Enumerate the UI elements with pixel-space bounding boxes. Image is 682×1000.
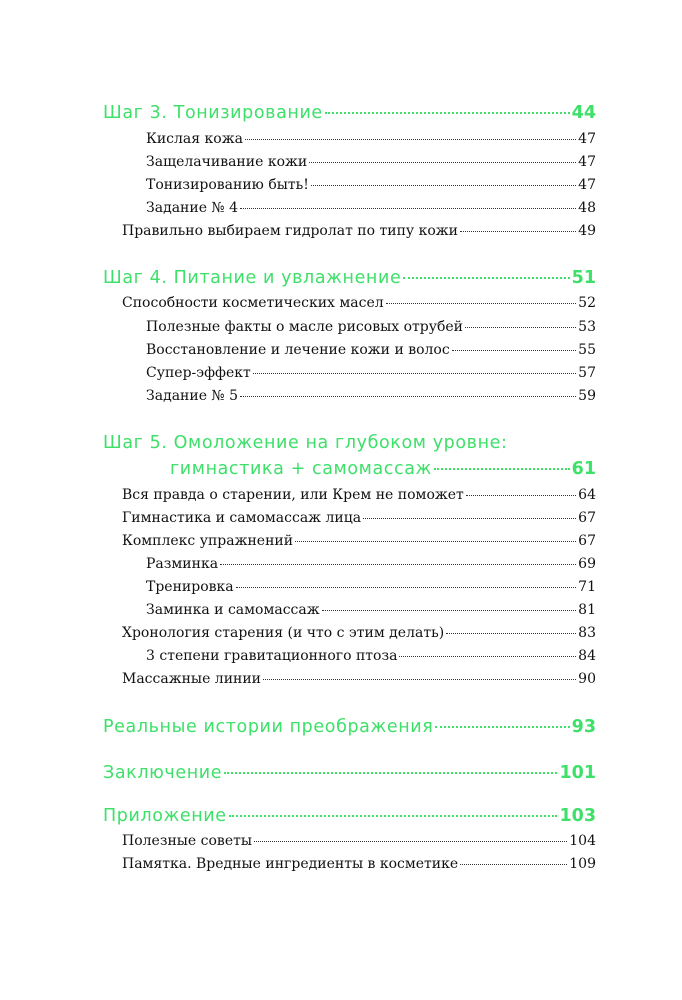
chapter-title: Шаг 5. Омоложение на глубоком уровне: [103,433,508,453]
chapter-title: Заключение [103,763,223,783]
leader-dots [446,633,576,634]
item-title: Массажные линии [122,671,262,687]
page-number: 49 [578,223,596,239]
page-number: 67 [578,533,596,549]
chapter-title: Реальные истории преображения [103,717,434,737]
toc-item[interactable] [122,671,596,687]
item-title: Восстановление и лечение кожи и волос [146,342,450,358]
chapter-title: Шаг 4. Питание и увлажнение [103,268,402,288]
item-title: Гимнастика и самомассаж лица [122,510,362,526]
toc-chapter-appendix[interactable] [103,806,596,826]
page-number: 84 [578,648,596,664]
page-number: 61 [571,459,596,479]
item-title: Тонизированию быть! [146,177,309,193]
page-number: 59 [578,388,596,404]
leader-dots [253,373,576,374]
page-number: 93 [571,717,596,737]
page-number: 64 [578,487,596,503]
leader-dots [435,726,569,728]
leader-dots [263,679,576,680]
toc-chapter-step4[interactable] [103,268,596,288]
toc-item[interactable] [122,223,596,239]
page-number: 47 [578,154,596,170]
page-number: 104 [569,833,596,849]
leader-dots [224,772,557,774]
leader-dots [325,112,570,114]
toc-item[interactable] [146,131,596,147]
toc-chapter-step5-line2[interactable] [170,459,596,479]
chapter-title-continued: гимнастика + самомассаж [170,459,432,479]
leader-dots [399,656,576,657]
toc-item[interactable] [146,154,596,170]
page-number: 103 [559,806,596,826]
page-number: 48 [578,200,596,216]
item-title: 3 степени гравитационного птоза [146,648,398,664]
toc-item[interactable] [146,579,596,595]
leader-dots [229,815,558,817]
toc-item[interactable] [122,533,596,549]
toc-item[interactable] [122,510,596,526]
page-number: 52 [578,295,596,311]
page-number: 47 [578,177,596,193]
item-title: Тренировка [146,579,234,595]
page-number: 101 [559,763,596,783]
item-title: Полезные факты о масле рисовых отрубей [146,319,463,335]
item-title: Задание № 5 [146,388,239,404]
leader-dots [460,231,576,232]
item-title: Хронология старения (и что с этим делать) [122,625,445,641]
toc-item[interactable] [146,556,596,572]
page-number: 47 [578,131,596,147]
toc-chapter-step3[interactable] [103,103,596,123]
item-title: Защелачивание кожи [146,154,308,170]
page-number: 57 [578,365,596,381]
page-number: 55 [578,342,596,358]
leader-dots [240,208,576,209]
page-number: 51 [571,268,596,288]
page-number: 67 [578,510,596,526]
item-title: Правильно выбираем гидролат по типу кожи [122,223,458,239]
toc-item[interactable] [122,487,596,503]
item-title: Комплекс упражнений [122,533,294,549]
item-title: Памятка. Вредные ингредиенты в косметике [122,856,459,872]
toc-item[interactable] [122,295,596,311]
toc-item[interactable] [122,833,596,849]
toc-chapter-conclusion[interactable] [103,763,596,783]
leader-dots [311,185,576,186]
leader-dots [466,495,576,496]
toc-item[interactable] [122,625,596,641]
leader-dots [220,564,576,565]
toc-item[interactable] [146,388,596,404]
leader-dots [465,327,576,328]
chapter-title: Приложение [103,806,227,826]
page-number: 81 [578,602,596,618]
item-title: Кислая кожа [146,131,243,147]
leader-dots [236,587,577,588]
page-number: 71 [578,579,596,595]
leader-dots [309,162,576,163]
leader-dots [245,139,576,140]
toc-item[interactable] [146,342,596,358]
toc-item[interactable] [146,365,596,381]
toc-item[interactable] [146,648,596,664]
chapter-title: Шаг 3. Тонизирование [103,103,323,123]
item-title: Вся правда о старении, или Крем не поможет [122,487,464,503]
leader-dots [322,610,577,611]
leader-dots [240,396,576,397]
item-title: Задание № 4 [146,200,239,216]
item-title: Разминка [146,556,219,572]
toc-item[interactable] [122,856,596,872]
page-number: 44 [571,103,596,123]
leader-dots [403,277,569,279]
leader-dots [434,468,570,470]
page-number: 53 [578,319,596,335]
leader-dots [452,350,576,351]
page-number: 83 [578,625,596,641]
page-number: 69 [578,556,596,572]
toc-chapter-stories[interactable] [103,717,596,737]
toc-chapter-step5-line1[interactable] [103,433,596,453]
leader-dots [363,518,576,519]
toc-item[interactable] [146,602,596,618]
page-number: 109 [569,856,596,872]
item-title: Супер-эффект [146,365,251,381]
toc-item[interactable] [146,177,596,193]
page-number: 90 [578,671,596,687]
leader-dots [295,541,576,542]
item-title: Заминка и самомассаж [146,602,320,618]
toc-item[interactable] [146,200,596,216]
item-title: Способности косметических масел [122,295,384,311]
toc-item[interactable] [146,319,596,335]
leader-dots [254,841,567,842]
leader-dots [386,303,577,304]
leader-dots [460,864,567,865]
item-title: Полезные советы [122,833,252,849]
